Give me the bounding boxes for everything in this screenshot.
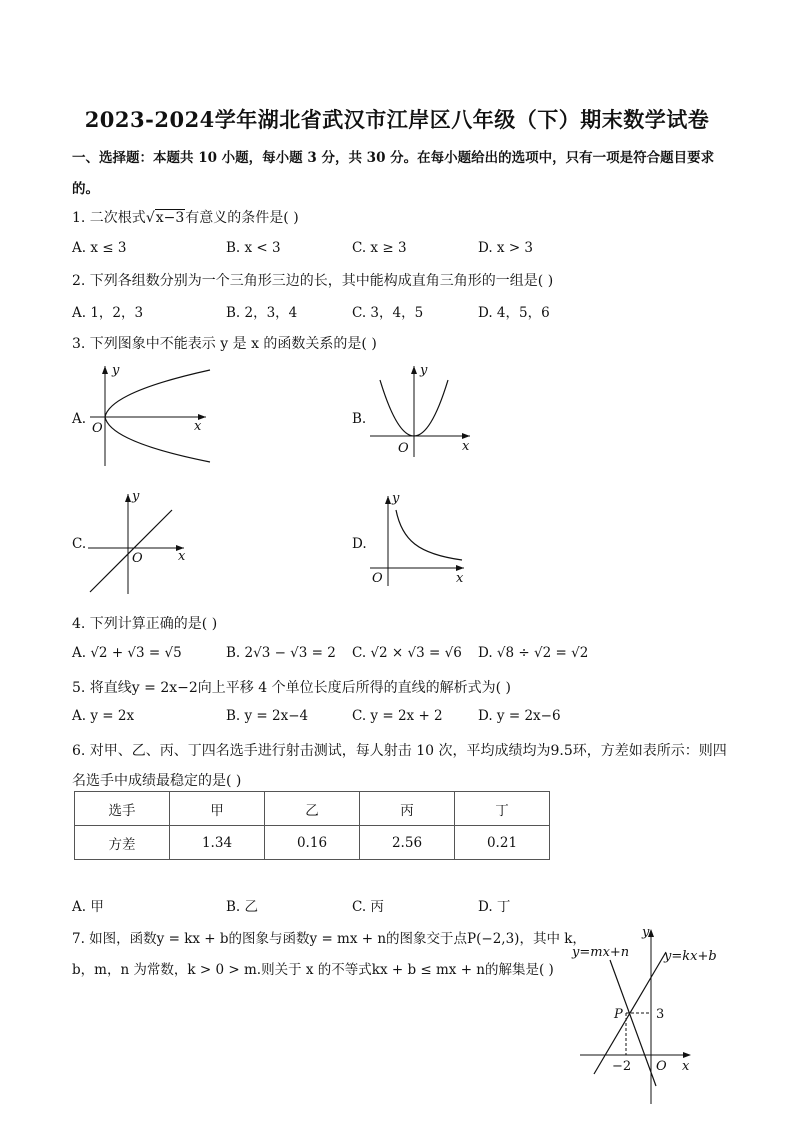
y-axis-arrow — [411, 366, 417, 374]
q3-option-b[interactable]: B. — [352, 411, 367, 427]
y-axis-arrow — [385, 496, 391, 504]
table-cell: 丁 — [455, 792, 550, 826]
section-heading-line2: 的。 — [72, 181, 99, 197]
origin-label: O — [132, 551, 143, 566]
table-cell: 丙 — [360, 792, 455, 826]
exam-title: 2023-2024学年湖北省武汉市江岸区八年级（下）期末数学试卷 — [84, 107, 710, 132]
x-label: x — [682, 1059, 690, 1074]
table-cell: 0.21 — [455, 826, 550, 860]
x-label: x — [462, 439, 470, 454]
q4-option-b[interactable]: B. 2√3 − √3 = 2 — [226, 645, 336, 661]
q6-option-b[interactable]: B. 乙 — [226, 899, 259, 915]
table-header-row — [75, 792, 550, 826]
q3-graph-d — [368, 490, 472, 588]
q3-option-c[interactable]: C. — [72, 536, 87, 552]
question-5: 5. 将直线y = 2x−2向上平移 4 个单位长度后所得的直线的解析式为( ) — [72, 680, 511, 696]
table-cell: 1.34 — [170, 826, 265, 860]
q4-option-a[interactable]: A. √2 + √3 = √5 — [72, 645, 182, 661]
origin-label: O — [92, 421, 103, 436]
q3-option-d[interactable]: D. — [352, 536, 367, 552]
q2-option-c[interactable]: C. 3，4，5 — [352, 305, 424, 321]
question-4: 4. 下列计算正确的是( ) — [72, 616, 218, 632]
x-label: x — [456, 571, 464, 586]
q5-option-d[interactable]: D. y = 2x−6 — [478, 708, 561, 724]
q3-option-a[interactable]: A. — [72, 411, 87, 427]
origin-label: O — [372, 571, 383, 586]
question-1 — [72, 207, 299, 227]
x-axis-arrow — [683, 1052, 691, 1058]
x-label: x — [178, 549, 186, 564]
y-axis-arrow — [125, 494, 131, 502]
y-label: y — [642, 925, 650, 940]
y-axis-arrow — [102, 366, 108, 374]
q6-option-c[interactable]: C. 丙 — [352, 899, 384, 915]
y-label: y — [392, 491, 400, 506]
q1-option-d[interactable]: D. x > 3 — [478, 240, 534, 256]
q6-option-a[interactable]: A. 甲 — [72, 899, 104, 915]
q4-option-c[interactable]: C. √2 × √3 = √6 — [352, 645, 462, 661]
table-cell: 2.56 — [360, 826, 455, 860]
line — [90, 510, 172, 592]
table-cell: 选手 — [75, 792, 170, 826]
q7-graph — [570, 924, 730, 1108]
label-mx-n: y=mx+n — [572, 945, 630, 960]
q6-option-d[interactable]: D. 丁 — [478, 899, 511, 915]
table-cell: 甲 — [170, 792, 265, 826]
q5-option-b[interactable]: B. y = 2x−4 — [226, 708, 309, 724]
label-kx-b: y=kx+b — [664, 949, 717, 964]
q1-option-a[interactable]: A. x ≤ 3 — [72, 240, 127, 256]
question-3: 3. 下列图象中不能表示 y 是 x 的函数关系的是( ) — [72, 336, 377, 352]
question-7-line2: b，m，n 为常数，k > 0 > m.则关于 x 的不等式kx + b ≤ mx + n的解集是( ) — [72, 962, 554, 978]
q1-option-c[interactable]: C. x ≥ 3 — [352, 240, 407, 256]
table-cell: 0.16 — [265, 826, 360, 860]
hyperbola — [396, 510, 462, 560]
curve-upper — [105, 370, 210, 417]
origin-label: O — [656, 1059, 667, 1074]
q2-option-a[interactable]: A. 1，2，3 — [72, 305, 144, 321]
y-label: y — [420, 363, 428, 378]
q4-option-d[interactable]: D. √8 ÷ √2 = √2 — [478, 645, 589, 661]
q2-option-d[interactable]: D. 4，5，6 — [478, 305, 550, 321]
q3-graph-b — [368, 362, 478, 460]
origin-label: O — [398, 441, 409, 456]
section-heading-line1: 一、选择题：本题共 10 小题，每小题 3 分，共 30 分。在每小题给出的选项中，只有一项是符合题目要求 — [72, 150, 715, 166]
q1-radical: √x−3 — [145, 210, 185, 226]
question-2: 2. 下列各组数分别为一个三角形三边的长，其中能构成直角三角形的一组是( ) — [72, 273, 554, 289]
q1-option-b[interactable]: B. x < 3 — [226, 240, 281, 256]
q2-option-b[interactable]: B. 2，3，4 — [226, 305, 298, 321]
question-6-line1: 6. 对甲、乙、丙、丁四名选手进行射击测试，每人射击 10 次，平均成绩均为9.5环，方差如表所示：则四 — [72, 743, 727, 759]
q5-option-a[interactable]: A. y = 2x — [72, 708, 135, 724]
question-6-line2: 名选手中成绩最稳定的是( ) — [72, 773, 242, 789]
x-value-label: −2 — [612, 1059, 632, 1074]
q3-graph-a — [84, 362, 214, 470]
question-7-line1: 7. 如图，函数y = kx + b的图象与函数y = mx + n的图象交于点P(−2,3)，其中 k， — [72, 931, 586, 947]
q5-option-c[interactable]: C. y = 2x + 2 — [352, 708, 443, 724]
q1-suffix: 有意义的条件是( ) — [185, 210, 299, 226]
y-label: y — [112, 363, 120, 378]
q3-graph-c — [86, 488, 190, 596]
x-label: x — [194, 419, 202, 434]
y-value-label: 3 — [656, 1007, 665, 1022]
y-label: y — [132, 489, 140, 504]
variance-table — [74, 791, 550, 860]
table-cell: 方差 — [75, 826, 170, 860]
q1-prefix: 1. 二次根式 — [72, 210, 146, 226]
table-row — [75, 826, 550, 860]
table-cell: 乙 — [265, 792, 360, 826]
q1-radicand: x−3 — [155, 210, 185, 226]
point-p-label: P — [614, 1007, 623, 1022]
